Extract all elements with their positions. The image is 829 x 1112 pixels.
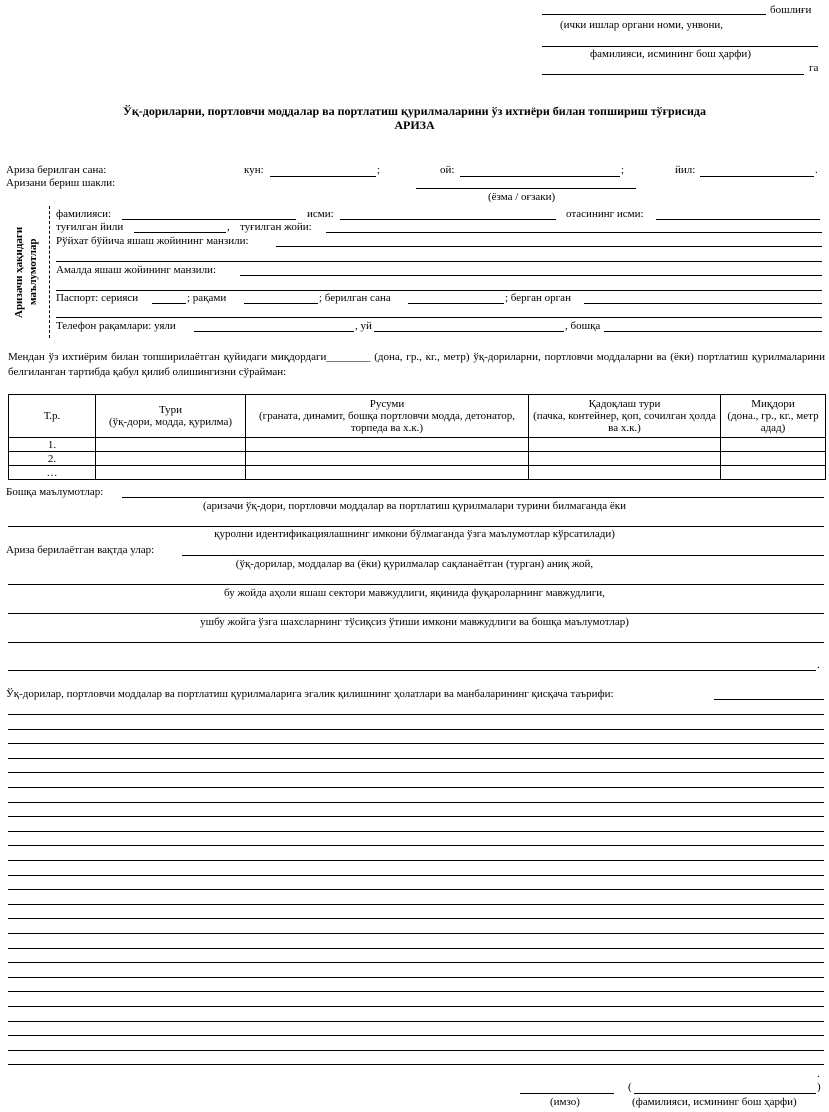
form-caption: (ёзма / оғзаки) (488, 191, 556, 203)
description-line[interactable] (8, 933, 824, 934)
month-label: ой: (440, 164, 455, 176)
description-line[interactable] (8, 1050, 824, 1051)
other-info-caption-2: қуролни идентификациялашнинг имкони бўлмаганда ўзга маълумотлар кўрсатилади) (214, 528, 615, 540)
home-phone-field[interactable] (374, 331, 564, 332)
applicant-side-title: Аризачи ҳақидаги маълумотлар (13, 226, 39, 318)
description-line[interactable] (8, 1035, 824, 1036)
passport-series-field[interactable] (152, 303, 186, 304)
month-field[interactable] (460, 176, 620, 177)
page-title-ariza: АРИЗА (394, 118, 435, 132)
passport-label: Паспорт: серияси (56, 292, 139, 304)
surname-field[interactable] (122, 219, 296, 220)
mobile-field[interactable] (194, 331, 354, 332)
day-sep: ; (377, 164, 381, 176)
patronymic-field[interactable] (656, 219, 820, 220)
model-cell[interactable] (246, 466, 529, 480)
description-label: Ўқ-дорилар, портловчи моддалар ва портлатиш қурилмаларига эгалик қилишнинг ҳолатлари ва манбаларининг қисқача таърифи: (6, 688, 614, 700)
passport-number-field[interactable] (244, 303, 318, 304)
other-info-label: Бошқа маълумотлар: (6, 486, 104, 498)
table-row (9, 466, 826, 480)
package-cell[interactable] (529, 438, 721, 452)
year-end: . (815, 164, 818, 176)
description-field[interactable] (714, 699, 824, 700)
close-paren: ) (817, 1081, 821, 1093)
open-paren: ( (628, 1081, 632, 1093)
description-line[interactable] (8, 1021, 824, 1022)
quantity-cell[interactable] (721, 438, 826, 452)
phones-label: Телефон рақамлари: уяли (56, 320, 176, 332)
description-line[interactable] (8, 802, 824, 803)
at-submission-caption-2: бу жойда аҳоли яшаш сектори мавжудлиги, яқинида фуқароларнинг мавжудлиги, (224, 587, 605, 599)
table-header-row (9, 395, 826, 438)
page-title: Ўқ-дориларни, портловчи моддалар ва портлатиш қурилмаларини ўз ихтиёри билан топшириш тўғрисида (123, 104, 706, 118)
sign-name-caption: (фамилияси, исмининг бош ҳарфи) (632, 1096, 797, 1108)
model-cell[interactable] (246, 452, 529, 466)
at-submission-field-2[interactable] (8, 584, 824, 585)
day-field[interactable] (270, 176, 376, 177)
passport-field-2[interactable] (56, 317, 822, 318)
table-row (9, 452, 826, 466)
other-info-field-2[interactable] (8, 526, 824, 527)
passport-number-label: ; рақами (187, 292, 227, 304)
head-suffix: бошлиғи (770, 4, 812, 16)
description-line[interactable] (8, 904, 824, 905)
other-info-field[interactable] (122, 497, 824, 498)
at-submission-end: . (817, 659, 820, 671)
at-submission-field[interactable] (182, 555, 824, 556)
description-line[interactable] (8, 875, 824, 876)
signature-field[interactable] (520, 1093, 614, 1094)
description-line[interactable] (8, 787, 824, 788)
applicant-divider (49, 206, 50, 338)
reg-address-field-2[interactable] (56, 261, 822, 262)
description-line[interactable] (8, 743, 824, 744)
name-field[interactable] (340, 219, 556, 220)
items-table (8, 394, 826, 480)
actual-address-field-2[interactable] (56, 290, 822, 291)
birth-place-field[interactable] (326, 232, 822, 233)
birth-place-label: туғилган жойи: (240, 221, 312, 233)
birth-year-field[interactable] (134, 232, 226, 233)
description-line[interactable] (8, 948, 824, 949)
year-field[interactable] (700, 176, 814, 177)
table-row (9, 438, 826, 452)
description-line[interactable] (8, 977, 824, 978)
issuer-field[interactable] (584, 303, 822, 304)
other-info-caption-1: (аризачи ўқ-дори, портловчи моддалар ва портлатиш қурилмалари турини билмаганда ёки (202, 500, 626, 512)
description-line[interactable] (8, 845, 824, 846)
description-line[interactable] (8, 816, 824, 817)
description-line[interactable] (8, 918, 824, 919)
type-cell[interactable] (96, 438, 246, 452)
other-phone-label: , бошқа (565, 320, 601, 332)
day-label: кун: (244, 164, 264, 176)
reg-address-label: Рўйхат бўйича яшаш жойининг манзили: (56, 235, 249, 247)
actual-address-label: Амалда яшаш жойининг манзили: (56, 264, 216, 276)
month-sep: ; (621, 164, 625, 176)
col-package-header: Қадоқлаш тури (пачка, контейнер, қоп, сочилган ҳолда ва х.к.) (529, 395, 721, 438)
at-submission-caption-1: (ўқ-дорилар, моддалар ва (ёки) қурилмалар сақланаётган (турган) аниқ жой, (235, 558, 594, 570)
head-blank-2[interactable] (542, 46, 818, 47)
description-line[interactable] (8, 860, 824, 861)
name-label: исми: (307, 208, 334, 220)
date-label: Ариза берилган сана: (6, 164, 107, 176)
birth-year-label: туғилган йили (56, 221, 124, 233)
to-suffix: га (809, 62, 819, 74)
description-line[interactable] (8, 1006, 824, 1007)
col-index-header: Т.р. (9, 395, 96, 438)
model-cell[interactable] (246, 438, 529, 452)
description-end: . (817, 1068, 820, 1080)
surname-label: фамилияси: (56, 208, 112, 220)
issuer-label: ; берган орган (505, 292, 571, 304)
signature-name-field[interactable] (634, 1093, 816, 1094)
row-index: 1. (9, 438, 96, 452)
at-submission-caption-3: ушбу жойга ўзга шахсларнинг тўсиқсиз ўтиши имкони мавжудлиги ва бошқа маълумотлар) (200, 616, 629, 628)
form-label: Аризани бериш шакли: (6, 177, 116, 189)
col-quantity-header: Миқдори (дона., гр., кг., метр адад) (721, 395, 826, 438)
year-label: йил: (675, 164, 696, 176)
type-cell[interactable] (96, 452, 246, 466)
to-blank[interactable] (542, 74, 804, 75)
description-line[interactable] (8, 889, 824, 890)
birth-comma: , (227, 221, 230, 233)
package-cell[interactable] (529, 452, 721, 466)
description-line[interactable] (8, 772, 824, 773)
home-phone-label: , уй (355, 320, 372, 332)
col-type-header: Тури (ўқ-дори, модда, қурилма) (96, 395, 246, 438)
row-index: … (9, 466, 96, 480)
at-submission-field-3[interactable] (8, 613, 824, 614)
head-caption: (ички ишлар органи номи, унвони, (560, 19, 724, 31)
description-line[interactable] (8, 831, 824, 832)
package-cell[interactable] (529, 466, 721, 480)
quantity-cell[interactable] (721, 452, 826, 466)
description-line[interactable] (8, 729, 824, 730)
issue-date-field[interactable] (408, 303, 504, 304)
description-line[interactable] (8, 962, 824, 963)
description-line[interactable] (8, 991, 824, 992)
head-blank[interactable] (542, 14, 766, 15)
other-phone-field[interactable] (604, 331, 822, 332)
quantity-cell[interactable] (721, 466, 826, 480)
sign-caption: (имзо) (550, 1096, 580, 1108)
at-submission-field-5[interactable] (8, 670, 816, 671)
at-submission-field-4[interactable] (8, 642, 824, 643)
form-field[interactable] (416, 188, 636, 189)
type-cell[interactable] (96, 466, 246, 480)
issue-date-label: ; берилган сана (319, 292, 391, 304)
request-text: Мендан ўз ихтиёрим билан топширилаётган қуйидаги миқдордаги________ (дона, гр., кг., метр) ўқ-дориларни, портловчи моддаларни ва (ёки) портлатиш қурилмаларини белгиланган тартибда қабул қилиб олишингизни сўрайман: (8, 351, 825, 378)
name-caption: фамилияси, исмининг бош ҳарфи) (590, 48, 751, 60)
actual-address-field[interactable] (240, 275, 822, 276)
description-line[interactable] (8, 1064, 824, 1065)
row-index: 2. (9, 452, 96, 466)
reg-address-field[interactable] (276, 246, 822, 247)
description-line[interactable] (8, 714, 824, 715)
at-submission-label: Ариза берилаётган вақтда улар: (6, 544, 155, 556)
description-line[interactable] (8, 758, 824, 759)
col-model-header: Русуми (граната, динамит, бошқа портловчи модда, детонатор, торпеда ва х.к.) (246, 395, 529, 438)
patronymic-label: отасининг исми: (566, 208, 644, 220)
